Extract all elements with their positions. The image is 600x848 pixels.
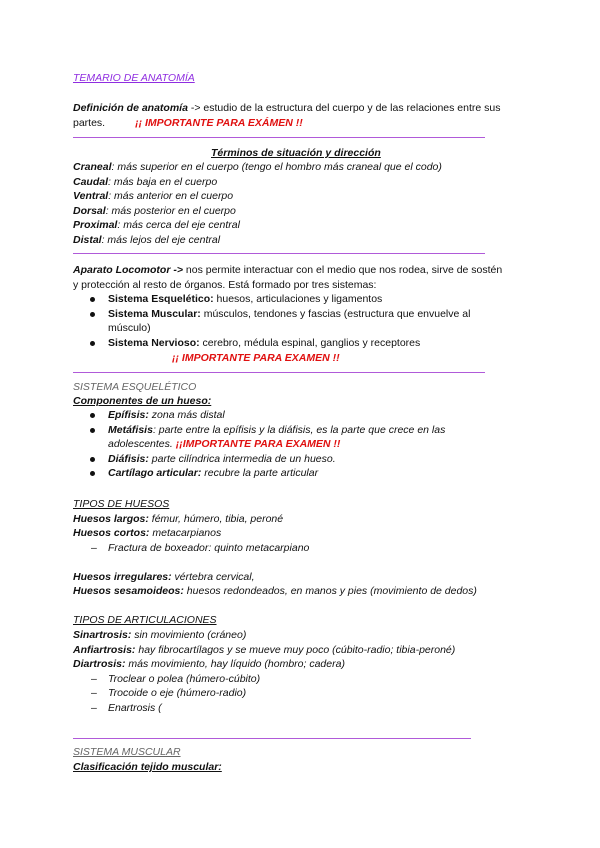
terminos-item (73, 175, 217, 189)
hueso-text: fémur, húmero, tibia, peroné (148, 513, 284, 525)
locomotor-line (73, 263, 502, 277)
sistema-text: huesos, articulaciones y ligamentos (213, 293, 383, 305)
term-definition: : más superior en el cuerpo (tengo el hombro más craneal que el codo) (111, 161, 442, 173)
definicion-text-2: partes. (73, 117, 106, 129)
sistema-text: cerebro, médula espinal, ganglios y receptores (199, 337, 421, 349)
componente-text: : parte entre la epífisis y la diáfisis, es la parte que crece en las (152, 424, 446, 436)
important-note: ¡¡ IMPORTANTE PARA EXAMEN !! (172, 352, 340, 364)
componente-continuation (108, 437, 340, 451)
componente-item (108, 466, 318, 480)
hueso-text: metacarpianos (149, 527, 222, 539)
hueso-term: Huesos sesamoideos: (73, 585, 184, 597)
definicion-text: -> estudio de la estructura del cuerpo y de las relaciones entre sus (187, 102, 501, 114)
dash-marker: – (91, 702, 97, 714)
divider (73, 372, 485, 373)
definicion-line (73, 101, 501, 115)
terminos-item (73, 204, 236, 218)
section-heading-muscular: SISTEMA MUSCULAR (73, 746, 181, 758)
dash-item: Enartrosis ( (108, 702, 162, 714)
bullet (90, 341, 95, 346)
hueso-term: Huesos irregulares: (73, 571, 172, 583)
term: Ventral (73, 190, 109, 202)
term-definition: : más baja en el cuerpo (108, 176, 218, 188)
document-title: TEMARIO DE ANATOMÍA (73, 72, 195, 84)
divider (73, 738, 471, 739)
term: Distal (73, 234, 102, 246)
terminos-item (73, 218, 240, 232)
componente-term: Metáfisis (108, 424, 153, 436)
articulacion-item (73, 657, 345, 671)
divider (73, 137, 485, 138)
term: Dorsal (73, 205, 106, 217)
sistema-text: músculos, tendones y fascias (estructura que envuelve al (200, 308, 471, 320)
term-definition: : más cerca del eje central (117, 219, 240, 231)
definicion-line-2 (73, 116, 303, 130)
dash-marker: – (91, 673, 97, 685)
important-note: ¡¡IMPORTANTE PARA EXAMEN !! (175, 438, 341, 450)
hueso-term: Huesos cortos: (73, 527, 150, 539)
hueso-item (73, 584, 477, 598)
componente-item (108, 452, 336, 466)
sistema-item-continuation: músculo) (108, 322, 151, 334)
articulacion-text: hay fibrocartílagos y se mueve muy poco (cúbito-radio; tibia-peroné) (135, 644, 456, 656)
dash-marker: – (91, 687, 97, 699)
section-heading-articulaciones: TIPOS DE ARTICULACIONES (73, 614, 217, 626)
componente-term: Epífisis: (108, 409, 149, 421)
dash-item: Troclear o polea (húmero-cúbito) (108, 673, 261, 685)
terminos-item (73, 160, 442, 174)
componente-term: Diáfisis: (108, 453, 149, 465)
hueso-item (73, 526, 221, 540)
sistema-term: Sistema Esquelético: (108, 293, 214, 305)
bullet (90, 471, 95, 476)
articulacion-text: más movimiento, hay líquido (hombro; cadera) (125, 658, 345, 670)
hueso-item (73, 512, 283, 526)
locomotor-term: Aparato Locomotor -> (73, 264, 183, 276)
bullet (90, 297, 95, 302)
term-definition: : más posterior en el cuerpo (105, 205, 236, 217)
hueso-text: vértebra cervical, (171, 571, 255, 583)
bullet (90, 457, 95, 462)
definicion-term: Definición de anatomía (73, 102, 188, 114)
subheading-componentes: Componentes de un hueso: (73, 395, 212, 407)
term: Caudal (73, 176, 109, 188)
hueso-term: Huesos largos: (73, 513, 149, 525)
divider (73, 253, 485, 254)
section-heading-esqueletico: SISTEMA ESQUELÉTICO (73, 381, 197, 393)
terminos-item (73, 233, 220, 247)
dash-item: Trocoide o eje (húmero-radio) (108, 687, 247, 699)
subheading-clasificacion: Clasificación tejido muscular: (73, 761, 222, 773)
term-definition: : más lejos del eje central (101, 234, 221, 246)
hueso-item (73, 570, 255, 584)
articulacion-item (73, 643, 455, 657)
bullet (90, 428, 95, 433)
componente-text: adolescentes. (108, 438, 176, 450)
bullet (90, 312, 95, 317)
section-heading-tipos-huesos: TIPOS DE HUESOS (73, 498, 170, 510)
sistema-item (108, 292, 382, 306)
terminos-heading: Términos de situación y dirección (211, 147, 381, 159)
term-definition: : más anterior en el cuerpo (108, 190, 234, 202)
componente-item (108, 408, 225, 422)
bullet (90, 413, 95, 418)
dash-marker: – (91, 542, 97, 554)
term: Craneal (73, 161, 112, 173)
locomotor-text: nos permite interactuar con el medio que nos rodea, sirve de sostén (182, 264, 503, 276)
dash-item: Fractura de boxeador: quinto metacarpiano (108, 542, 310, 554)
sistema-term: Sistema Muscular: (108, 308, 201, 320)
locomotor-line-2: y protección al resto de órganos. Está formado por tres sistemas: (73, 279, 377, 291)
articulacion-term: Diartrosis: (73, 658, 126, 670)
componente-text: recubre la parte articular (201, 467, 319, 479)
articulacion-text: sin movimiento (cráneo) (131, 629, 247, 641)
articulacion-term: Sinartrosis: (73, 629, 132, 641)
articulacion-item (73, 628, 246, 642)
sistema-item (108, 307, 470, 321)
componente-term: Cartílago articular: (108, 467, 202, 479)
hueso-text: huesos redondeados, en manos y pies (movimiento de dedos) (183, 585, 477, 597)
componente-text: zona más distal (148, 409, 225, 421)
important-note: ¡¡ IMPORTANTE PARA EXÁMEN !! (135, 117, 303, 129)
componente-item (108, 423, 445, 437)
sistema-item (108, 336, 420, 350)
terminos-item (73, 189, 233, 203)
sistema-term: Sistema Nervioso: (108, 337, 200, 349)
term: Proximal (73, 219, 118, 231)
articulacion-term: Anfiartrosis: (73, 644, 136, 656)
componente-text: parte cilíndrica intermedia de un hueso. (148, 453, 336, 465)
